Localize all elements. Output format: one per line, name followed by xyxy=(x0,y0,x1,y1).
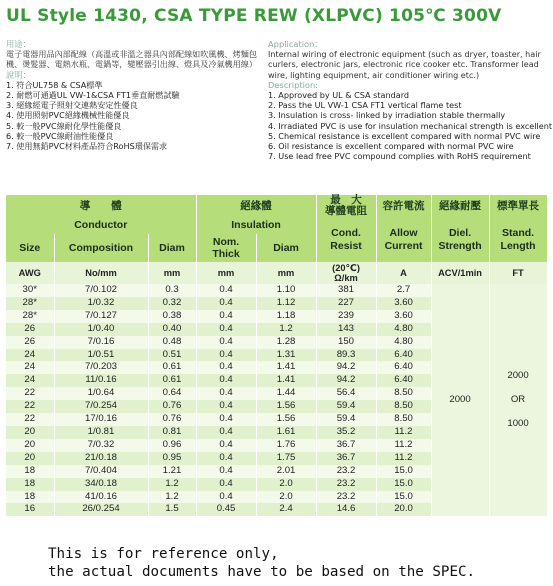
cn-description-heading: 說明： xyxy=(6,69,31,80)
cell-composition: 34/0.18 xyxy=(54,478,148,491)
cell-size: 24 xyxy=(6,374,54,387)
cell-current: 6.40 xyxy=(376,361,431,374)
cell-ins-diam: 1.18 xyxy=(256,310,316,323)
cell-ins-diam: 2.0 xyxy=(256,491,316,504)
reference-note xyxy=(48,545,475,581)
cell-ins-diam: 1.10 xyxy=(256,284,316,297)
page-title: UL Style 1430, CSA TYPE REW (XLPVC) 105℃ 300V xyxy=(6,6,502,26)
cn-header-strength: 絕緣耐壓 xyxy=(431,195,489,217)
cell-diam: 0.40 xyxy=(148,323,196,336)
cell-composition: 7/0.32 xyxy=(54,439,148,452)
unit-ins-diam: mm xyxy=(256,262,316,284)
en-header-current xyxy=(376,217,431,262)
cell-size: 22 xyxy=(6,400,54,413)
list-item: 1. 符合UL758 & CSA標準 xyxy=(6,79,103,90)
cn-header-resist xyxy=(316,195,376,217)
cell-resist: 14.6 xyxy=(316,503,376,516)
en-description-heading: Description: xyxy=(268,79,319,90)
cell-current: 15.0 xyxy=(376,465,431,478)
cell-ins-diam: 1.56 xyxy=(256,413,316,426)
cell-length-merged xyxy=(489,284,547,516)
cell-nom-thick: 0.4 xyxy=(196,387,256,400)
cell-current: 6.40 xyxy=(376,349,431,362)
cell-resist: 59.4 xyxy=(316,400,376,413)
list-item: 3. 絕緣經電子照射交連熱安定性優良 xyxy=(6,100,138,111)
en-header-ins-diam: Diam xyxy=(256,234,316,262)
cell-composition: 1/0.64 xyxy=(54,387,148,400)
list-item: 3. Insulation is cross- linked by irradiation stable thermally xyxy=(268,110,506,121)
cell-resist: 381 xyxy=(316,284,376,297)
cell-current: 3.60 xyxy=(376,310,431,323)
cell-nom-thick: 0.4 xyxy=(196,426,256,439)
description-columns xyxy=(6,39,553,189)
cell-nom-thick: 0.4 xyxy=(196,374,256,387)
cell-size: 20 xyxy=(6,426,54,439)
cell-diam: 0.3 xyxy=(148,284,196,297)
reference-note-line-2: the actual documents have to be based on the SPEC. xyxy=(48,564,476,580)
list-item: 7. Use lead free PVC compound complies with RoHS requirement xyxy=(268,151,531,162)
list-item: 7. 使用無鉛PVC材料產品符合RoHS環保需求 xyxy=(6,141,168,152)
unit-resist xyxy=(316,262,376,284)
cell-diam: 0.95 xyxy=(148,452,196,465)
cell-nom-thick: 0.4 xyxy=(196,413,256,426)
cell-resist: 59.4 xyxy=(316,413,376,426)
en-header-insulation: Insulation xyxy=(196,217,316,234)
unit-strength: ACV/1min xyxy=(431,262,489,284)
en-header-size: Size xyxy=(6,234,54,262)
cell-composition: 21/0.18 xyxy=(54,452,148,465)
cell-size: 24 xyxy=(6,361,54,374)
en-application-text: Internal wiring of electronic equipment (such as dryer, toaster, hair curlers, electronic jars, electronic rice cooker etc. Transformer lead wire, lighting equipment, air conditioner wiring etc.) xyxy=(268,49,541,80)
cell-ins-diam: 2.0 xyxy=(256,478,316,491)
cell-nom-thick: 0.4 xyxy=(196,297,256,310)
cell-composition: 7/0.127 xyxy=(54,310,148,323)
cell-diam: 1.2 xyxy=(148,491,196,504)
list-item: 2. 耐燃可通過UL VW-1&CSA FT1垂直耐燃試驗 xyxy=(6,90,180,101)
en-description-list xyxy=(268,90,553,161)
cell-composition: 7/0.203 xyxy=(54,361,148,374)
cell-diam: 0.61 xyxy=(148,374,196,387)
cell-ins-diam: 1.2 xyxy=(256,323,316,336)
cell-nom-thick: 0.4 xyxy=(196,452,256,465)
cell-ins-diam: 1.75 xyxy=(256,452,316,465)
cn-header-insulation: 絕緣體 xyxy=(196,195,316,217)
cell-current: 20.0 xyxy=(376,503,431,516)
cell-diam: 0.38 xyxy=(148,310,196,323)
cell-ins-diam: 1.56 xyxy=(256,400,316,413)
en-application-heading: Application： xyxy=(268,39,323,49)
chinese-column xyxy=(6,39,262,151)
english-group-row xyxy=(6,217,547,234)
length-value: OR xyxy=(510,394,526,406)
cell-ins-diam: 1.41 xyxy=(256,374,316,387)
cell-composition: 1/0.32 xyxy=(54,297,148,310)
cell-strength-merged: 2000 xyxy=(431,284,489,516)
cell-resist: 239 xyxy=(316,310,376,323)
unit-nom-thick: mm xyxy=(196,262,256,284)
cell-resist: 36.7 xyxy=(316,439,376,452)
cell-resist: 35.2 xyxy=(316,426,376,439)
en-header-conductor: Conductor xyxy=(6,217,196,234)
cell-size: 26 xyxy=(6,323,54,336)
cell-resist: 94.2 xyxy=(316,361,376,374)
reference-note-line-1: This is for reference only, xyxy=(48,546,279,562)
units-row xyxy=(6,262,547,284)
cn-application-heading: 用途： xyxy=(6,39,31,49)
list-item: 4. 使用照射PVC絕緣機械性能優良 xyxy=(6,110,130,121)
cell-diam: 0.76 xyxy=(148,400,196,413)
unit-length: FT xyxy=(489,262,547,284)
cell-current: 6.40 xyxy=(376,374,431,387)
cell-composition: 26/0.254 xyxy=(54,503,148,516)
spec-table xyxy=(6,195,548,516)
cell-nom-thick: 0.4 xyxy=(196,491,256,504)
unit-diam: mm xyxy=(148,262,196,284)
cell-resist: 23.2 xyxy=(316,491,376,504)
cell-diam: 0.96 xyxy=(148,439,196,452)
cn-header-current: 容許電流 xyxy=(376,195,431,217)
cell-nom-thick: 0.4 xyxy=(196,478,256,491)
cell-size: 18 xyxy=(6,478,54,491)
cell-size: 18 xyxy=(6,465,54,478)
en-header-strength xyxy=(431,217,489,262)
en-header-length xyxy=(489,217,547,262)
cell-current: 2.7 xyxy=(376,284,431,297)
cell-composition: 7/0.254 xyxy=(54,400,148,413)
list-item: 2. Pass the UL VW-1 CSA FT1 vertical flame test xyxy=(268,100,462,111)
cell-current: 8.50 xyxy=(376,400,431,413)
cell-ins-diam: 1.41 xyxy=(256,361,316,374)
cell-composition: 7/0.16 xyxy=(54,336,148,349)
en-header-resist-text: Cond. Resist xyxy=(330,226,362,252)
cell-composition: 1/0.51 xyxy=(54,349,148,362)
cell-ins-diam: 1.12 xyxy=(256,297,316,310)
cell-composition: 7/0.102 xyxy=(54,284,148,297)
cell-current: 11.2 xyxy=(376,452,431,465)
cell-diam: 0.76 xyxy=(148,413,196,426)
cell-nom-thick: 0.4 xyxy=(196,400,256,413)
cell-resist: 36.7 xyxy=(316,452,376,465)
cell-diam: 0.81 xyxy=(148,426,196,439)
cell-resist: 89.3 xyxy=(316,349,376,362)
cell-resist: 56.4 xyxy=(316,387,376,400)
cell-current: 4.80 xyxy=(376,323,431,336)
length-value: 2000 xyxy=(507,370,529,382)
unit-size: AWG xyxy=(6,262,54,284)
list-item: 1. Approved by UL & CSA standard xyxy=(268,90,410,101)
cell-resist: 94.2 xyxy=(316,374,376,387)
list-item: 6. 較一般PVC線耐油性能優良 xyxy=(6,130,114,141)
cell-nom-thick: 0.4 xyxy=(196,336,256,349)
cell-current: 4.80 xyxy=(376,336,431,349)
en-header-composition: Composition xyxy=(54,234,148,262)
cell-composition: 17/0.16 xyxy=(54,413,148,426)
chinese-header-row xyxy=(6,195,547,217)
spec-table-body xyxy=(6,284,547,516)
en-header-current-text: Allow Current xyxy=(384,226,423,252)
cell-ins-diam: 2.4 xyxy=(256,503,316,516)
cell-current: 8.50 xyxy=(376,387,431,400)
cell-composition: 11/0.16 xyxy=(54,374,148,387)
en-header-strength-text: Diel. Strength xyxy=(438,226,482,252)
table-row xyxy=(6,284,547,297)
en-header-resist xyxy=(316,217,376,262)
cell-size: 22 xyxy=(6,413,54,426)
en-header-length-text: Stand. Length xyxy=(500,226,536,252)
cell-resist: 23.2 xyxy=(316,478,376,491)
en-header-diam: Diam xyxy=(148,234,196,262)
cell-size: 28* xyxy=(6,297,54,310)
cn-header-conductor: 導 體 xyxy=(6,195,196,217)
cell-nom-thick: 0.4 xyxy=(196,323,256,336)
cell-nom-thick: 0.45 xyxy=(196,503,256,516)
cell-diam: 0.61 xyxy=(148,361,196,374)
cell-size: 18 xyxy=(6,491,54,504)
cell-size: 28* xyxy=(6,310,54,323)
cell-resist: 227 xyxy=(316,297,376,310)
cell-diam: 0.32 xyxy=(148,297,196,310)
cell-nom-thick: 0.4 xyxy=(196,361,256,374)
cell-resist: 23.2 xyxy=(316,465,376,478)
en-header-nom-thick xyxy=(196,234,256,262)
cell-current: 15.0 xyxy=(376,478,431,491)
cell-diam: 0.51 xyxy=(148,349,196,362)
cell-current: 11.2 xyxy=(376,439,431,452)
cell-size: 30* xyxy=(6,284,54,297)
cell-size: 20 xyxy=(6,452,54,465)
english-column xyxy=(268,39,553,161)
cell-composition: 1/0.81 xyxy=(54,426,148,439)
cell-current: 11.2 xyxy=(376,426,431,439)
cell-current: 15.0 xyxy=(376,491,431,504)
spec-table-wrapper xyxy=(6,195,547,516)
en-header-nom-thick-text: Nom. Thick xyxy=(212,236,240,260)
list-item: 5. 較一般PVC線耐化學性能優良 xyxy=(6,120,122,131)
cn-application-text: 電子電器用品內部配線（高溫或非溫之器具內部配線如吹風機、烤麵包機、燙髮器、電熱水瓶、電鍋等，變壓器引出線、燈具及冷氣機用線） xyxy=(6,49,257,70)
cell-composition: 1/0.40 xyxy=(54,323,148,336)
list-item: 5. Chemical resistance is excellent compared with normal PVC wire xyxy=(268,130,541,141)
unit-current: A xyxy=(376,262,431,284)
list-item: 6. Oil resistance is excellent compared with normal PVC wire xyxy=(268,141,514,152)
cell-size: 24 xyxy=(6,349,54,362)
length-value: 1000 xyxy=(507,418,529,430)
list-item: 4. Irradiated PVC is use for insulation mechanical strength is excellent xyxy=(268,120,553,131)
cell-ins-diam: 1.28 xyxy=(256,336,316,349)
cell-size: 22 xyxy=(6,387,54,400)
cell-resist: 143 xyxy=(316,323,376,336)
cell-nom-thick: 0.4 xyxy=(196,284,256,297)
cell-diam: 0.48 xyxy=(148,336,196,349)
cn-header-length: 標準單長 xyxy=(489,195,547,217)
cell-composition: 41/0.16 xyxy=(54,491,148,504)
cell-nom-thick: 0.4 xyxy=(196,310,256,323)
cell-ins-diam: 1.61 xyxy=(256,426,316,439)
cell-diam: 0.64 xyxy=(148,387,196,400)
cell-diam: 1.2 xyxy=(148,478,196,491)
cell-ins-diam: 2.01 xyxy=(256,465,316,478)
cell-diam: 1.5 xyxy=(148,503,196,516)
cell-resist: 150 xyxy=(316,336,376,349)
unit-resist-text: (20℃) Ω/km xyxy=(332,263,360,283)
cell-ins-diam: 1.31 xyxy=(256,349,316,362)
cell-size: 20 xyxy=(6,439,54,452)
cell-ins-diam: 1.76 xyxy=(256,439,316,452)
cell-size: 16 xyxy=(6,503,54,516)
cell-size: 26 xyxy=(6,336,54,349)
cell-nom-thick: 0.4 xyxy=(196,465,256,478)
unit-composition: No/mm xyxy=(54,262,148,284)
cell-ins-diam: 1.44 xyxy=(256,387,316,400)
cell-current: 8.50 xyxy=(376,413,431,426)
cn-header-resist-text: 最 大 導體電阻 xyxy=(325,194,368,217)
cell-nom-thick: 0.4 xyxy=(196,349,256,362)
cell-nom-thick: 0.4 xyxy=(196,439,256,452)
cell-diam: 1.21 xyxy=(148,465,196,478)
cell-composition: 7/0.404 xyxy=(54,465,148,478)
cn-description-list xyxy=(6,80,262,151)
cell-current: 3.60 xyxy=(376,297,431,310)
